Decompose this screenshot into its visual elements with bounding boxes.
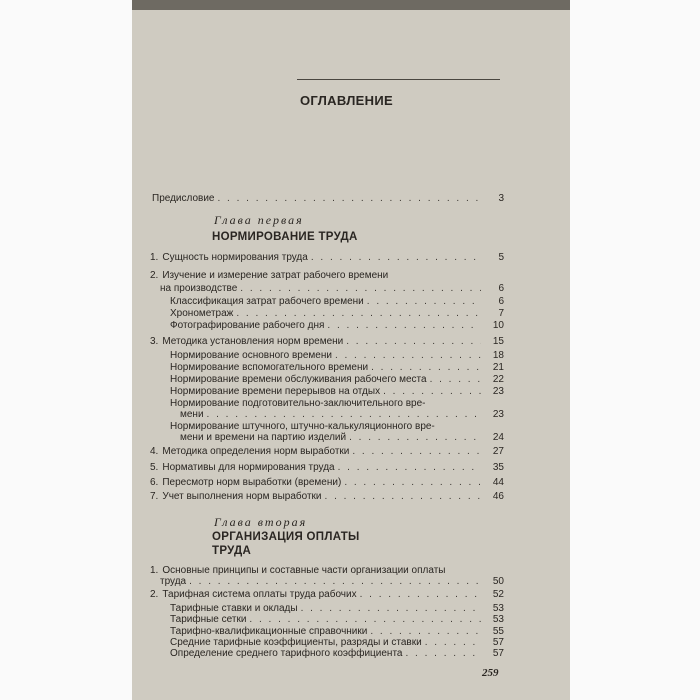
toc-entry [150, 491, 504, 502]
toc-entry-text: Учет выполнения норм выработки [162, 491, 322, 502]
chapter1-label: Глава первая [214, 213, 304, 227]
toc-entry-text: Тарифные сетки [170, 614, 247, 625]
toc-entry [170, 637, 504, 648]
toc-entry-text: Нормирование основного времени [170, 350, 332, 361]
toc-entry-page: 15 [492, 336, 504, 347]
toc-entry [170, 626, 504, 637]
toc-entry-page: 6 [498, 296, 504, 307]
toc-entry [150, 589, 504, 600]
toc-entry-number: 1. [150, 565, 159, 576]
toc-entry [170, 603, 504, 614]
toc-entry-number: 2. [150, 270, 159, 281]
toc-entry [150, 565, 504, 576]
toc-entry-text: мени [180, 409, 204, 420]
toc-entry [150, 462, 504, 473]
toc-entry [150, 336, 504, 347]
toc-entry [180, 409, 504, 420]
toc-entry-page: 18 [492, 350, 504, 361]
toc-entry-page: 53 [492, 614, 504, 625]
toc-entry [170, 374, 504, 385]
toc-entry-preface [152, 193, 504, 204]
toc-entry-page: 27 [492, 446, 504, 457]
toc-entry-page: 46 [492, 491, 504, 502]
toc-entry [170, 362, 504, 373]
toc-entry-page: 6 [498, 283, 504, 294]
toc-entry-text: Нормирование времени обслуживания рабочего места [170, 374, 427, 385]
leader-dots [370, 626, 481, 637]
leader-dots [207, 409, 481, 420]
toc-entry-page: 3 [498, 193, 504, 204]
toc-entry-text: Определение среднего тарифного коэффициента [170, 648, 403, 659]
toc-entry-page: 21 [492, 362, 504, 373]
toc-entry [180, 432, 504, 443]
leader-dots [335, 350, 481, 361]
toc-entry [170, 386, 504, 397]
toc-entry-text: Нормирование времени перерывов на отдых [170, 386, 381, 397]
toc-entry-page: 53 [492, 603, 504, 614]
toc-entry [170, 398, 504, 409]
toc-entry-text: мени и времени на партию изделий [180, 432, 347, 443]
leader-dots [405, 648, 481, 659]
toc-entry-text: Сущность нормирования труда [162, 252, 308, 263]
toc-entry-text: Нормативы для нормирования труда [162, 462, 335, 473]
leader-dots [367, 296, 481, 307]
toc-entry-page: 10 [492, 320, 504, 331]
toc-entry-number: 7. [150, 491, 159, 502]
toc-entry-page: 23 [492, 409, 504, 420]
chapter2-title-line1: ОРГАНИЗАЦИЯ ОПЛАТЫ [212, 531, 360, 543]
toc-entry-text: на производстве [160, 283, 238, 294]
leader-dots [349, 432, 481, 443]
leader-dots [189, 576, 481, 587]
leader-dots [338, 462, 481, 473]
toc-entry-page: 57 [492, 648, 504, 659]
leader-dots [236, 308, 481, 319]
toc-entry-text: Классификация затрат рабочего времени [170, 296, 364, 307]
leader-dots [352, 446, 481, 457]
toc-entry [150, 252, 504, 263]
background-right [570, 0, 700, 700]
leader-dots [240, 283, 481, 294]
toc-entry-page: 52 [492, 589, 504, 600]
toc-entry-page: 44 [492, 477, 504, 488]
page-number: 259 [482, 667, 499, 679]
toc-entry-text: Предисловие [152, 193, 215, 204]
toc-entry-text: Основные принципы и составные части организации оплаты [162, 565, 446, 576]
toc-entry [170, 421, 504, 432]
chapter1-title: НОРМИРОВАНИЕ ТРУДА [212, 231, 358, 243]
toc-entry [160, 576, 504, 587]
leader-dots [311, 252, 481, 263]
toc-entry-text: Средние тарифные коэффициенты, разряды и ставки [170, 637, 422, 648]
toc-entry-page: 57 [492, 637, 504, 648]
toc-entry-number: 1. [150, 252, 159, 263]
leader-dots [425, 637, 481, 648]
toc-entry-number: 2. [150, 589, 159, 600]
toc-entry-text: труда [160, 576, 187, 587]
leader-dots [383, 386, 481, 397]
toc-entry-page: 7 [498, 308, 504, 319]
toc-entry [170, 614, 504, 625]
toc-entry-page: 55 [492, 626, 504, 637]
toc-entry-number: 5. [150, 462, 159, 473]
toc-entry-text: Тарифные ставки и оклады [170, 603, 298, 614]
leader-dots [327, 320, 481, 331]
chapter2-label: Глава вторая [214, 515, 308, 529]
toc-entry-text: Тарифно-квалификационные справочники [170, 626, 368, 637]
leader-dots [344, 477, 481, 488]
toc-entry [150, 446, 504, 457]
leader-dots [346, 336, 481, 347]
toc-entry-text: Нормирование штучного, штучно-калькуляционного вре- [170, 421, 435, 432]
leader-dots [360, 589, 481, 600]
toc-entry-text: Нормирование подготовительно-заключительного вре- [170, 398, 426, 409]
toc-entry-page: 35 [492, 462, 504, 473]
leader-dots [301, 603, 481, 614]
toc-entry [170, 308, 504, 319]
header-rule [297, 79, 500, 80]
leader-dots [371, 362, 481, 373]
page-title: ОГЛАВЛЕНИЕ [300, 93, 393, 108]
toc-entry-page: 50 [492, 576, 504, 587]
toc-entry-page: 24 [492, 432, 504, 443]
toc-entry-number: 3. [150, 336, 159, 347]
toc-entry [170, 320, 504, 331]
book-page [132, 0, 570, 700]
toc-entry-text: Нормирование вспомогательного времени [170, 362, 369, 373]
toc-entry-text: Хронометраж [170, 308, 234, 319]
toc-entry-text: Изучение и измерение затрат рабочего времени [162, 270, 389, 281]
toc-entry [170, 350, 504, 361]
toc-entry [170, 296, 504, 307]
leader-dots [217, 193, 481, 204]
toc-entry [160, 283, 504, 294]
toc-entry-text: Методика определения норм выработки [162, 446, 350, 457]
toc-entry-number: 6. [150, 477, 159, 488]
leader-dots [249, 614, 481, 625]
toc-entry-text: Методика установления норм времени [162, 336, 344, 347]
toc-entry [170, 648, 504, 659]
toc-entry-text: Фотографирование рабочего дня [170, 320, 325, 331]
page-top-edge [132, 0, 570, 10]
leader-dots [325, 491, 481, 502]
toc-entry-page: 22 [492, 374, 504, 385]
toc-entry-number: 4. [150, 446, 159, 457]
toc-entry-text: Пересмотр норм выработки (времени) [162, 477, 342, 488]
toc-entry [150, 477, 504, 488]
chapter2-title-line2: ТРУДА [212, 545, 252, 557]
toc-entry [150, 270, 504, 281]
leader-dots [430, 374, 481, 385]
toc-entry-text: Тарифная система оплаты труда рабочих [162, 589, 357, 600]
background-left [0, 0, 132, 700]
toc-entry-page: 5 [498, 252, 504, 263]
toc-entry-page: 23 [492, 386, 504, 397]
